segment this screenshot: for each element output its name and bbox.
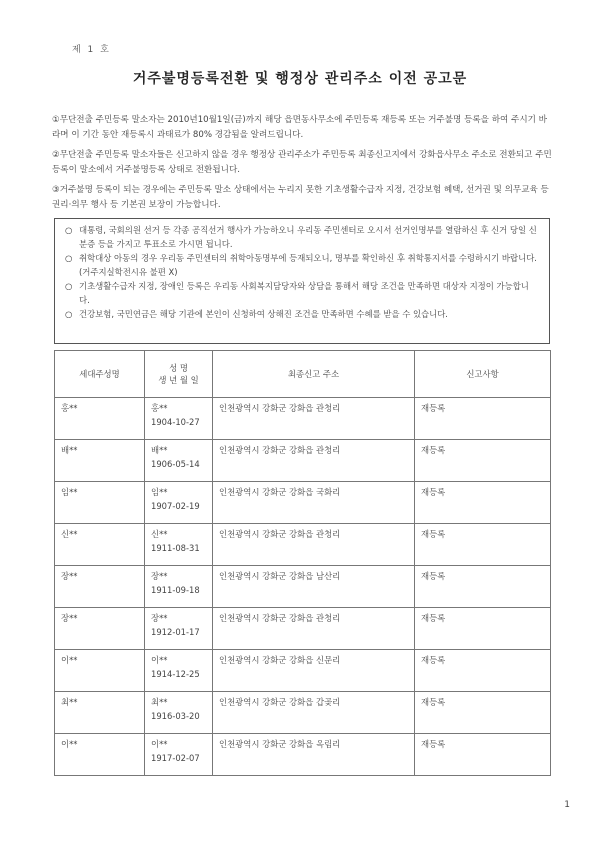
cell-householder: 임**	[55, 482, 145, 524]
table-row	[55, 482, 551, 524]
cell-name: 이**	[151, 739, 168, 749]
cell-householder: 홍**	[55, 398, 145, 440]
document-number: 제 1 호	[72, 45, 111, 55]
table-row	[55, 692, 551, 734]
cell-dob: 1912-01-17	[151, 627, 200, 637]
cell-name-dob	[145, 608, 213, 650]
note-text: 건강보험, 국민연금은 해당 기관에 본인이 신청하여 상해진 조건을 만족하면 수혜를 받을 수 있습니다.	[79, 309, 448, 319]
cell-address: 인천광역시 강화군 강화읍 관청리	[213, 440, 415, 482]
note-item	[65, 252, 539, 279]
cell-address: 인천광역시 강화군 강화읍 남산리	[213, 566, 415, 608]
table-row	[55, 608, 551, 650]
header-householder: 세대주성명	[55, 351, 145, 398]
paragraph-2: ②무단전출 주민등록 말소자들은 신고하지 않을 경우 행정상 관리주소가 주민등록 최종신고지에서 강화읍사무소 주소로 전환되고 주민등록이 말소에서 거주불명등록 상태로 전환됩니다.	[52, 150, 552, 175]
cell-dob: 1911-08-31	[151, 543, 200, 553]
cell-address: 인천광역시 강화군 강화읍 국화리	[213, 482, 415, 524]
cell-name: 최**	[151, 697, 168, 707]
cell-status: 재등록	[415, 524, 551, 566]
cell-name-dob	[145, 650, 213, 692]
cell-name: 배**	[151, 445, 168, 455]
cell-address: 인천광역시 강화군 강화읍 관청리	[213, 608, 415, 650]
circle-bullet-icon: ○	[65, 281, 73, 291]
cell-status: 재등록	[415, 692, 551, 734]
table-row	[55, 440, 551, 482]
header-name: 성 명	[169, 363, 188, 373]
header-name-dob	[145, 351, 213, 398]
cell-householder: 장**	[55, 608, 145, 650]
note-text: 취학대상 아동의 경우 우리동 주민센터의 취학아동명부에 등재되오니, 명부를 확인하신 후 취학통지서를 수령하시기 바랍니다.(거주지실학전시유 불편 X)	[79, 253, 537, 277]
cell-address: 인천광역시 강화군 강화읍 갑곶리	[213, 692, 415, 734]
cell-householder: 이**	[55, 734, 145, 776]
cell-dob: 1906-05-14	[151, 459, 200, 469]
cell-name: 임**	[151, 487, 168, 497]
cell-name: 장**	[151, 571, 168, 581]
cell-householder: 이**	[55, 650, 145, 692]
cell-address: 인천광역시 강화군 강화읍 관청리	[213, 524, 415, 566]
page-title: 거주불명등록전환 및 행정상 관리주소 이전 공고문	[132, 71, 468, 87]
cell-status: 재등록	[415, 398, 551, 440]
cell-status: 재등록	[415, 482, 551, 524]
note-item	[65, 308, 539, 322]
note-text: 대통령, 국회의원 선거 등 각종 공직선거 행사가 가능하오니 우리동 주민센터로 오시서 선거인명부를 열람하신 후 신거 당일 신분증 등을 가지고 투표소로 가시면 됩니다.	[79, 225, 537, 249]
table-row	[55, 650, 551, 692]
cell-name: 홍**	[151, 403, 168, 413]
cell-status: 재등록	[415, 440, 551, 482]
cell-name: 신**	[151, 529, 168, 539]
cell-name-dob	[145, 398, 213, 440]
cell-dob: 1904-10-27	[151, 417, 200, 427]
cell-address: 인천광역시 강화군 강화읍 옥림리	[213, 734, 415, 776]
cell-dob: 1914-12-25	[151, 669, 200, 679]
table-row	[55, 734, 551, 776]
circle-bullet-icon: ○	[65, 253, 73, 263]
table-header-row	[55, 351, 551, 398]
header-address: 최종신고 주소	[213, 351, 415, 398]
cell-name-dob	[145, 524, 213, 566]
cell-status: 재등록	[415, 734, 551, 776]
cell-name: 장**	[151, 613, 168, 623]
cell-householder: 신**	[55, 524, 145, 566]
cell-dob: 1916-03-20	[151, 711, 200, 721]
cell-address: 인천광역시 강화군 강화읍 관청리	[213, 398, 415, 440]
cell-address: 인천광역시 강화군 강화읍 신문리	[213, 650, 415, 692]
notice-paragraphs	[52, 113, 552, 218]
cell-status: 재등록	[415, 608, 551, 650]
cell-householder: 장**	[55, 566, 145, 608]
cell-householder: 배**	[55, 440, 145, 482]
paragraph-3: ③거주불명 등록이 되는 경우에는 주민등록 말소 상태에서는 누리지 못한 기초생활수급자 지정, 건강보험 혜택, 선거권 및 의무교육 등 권리·의무 행사 등 기본권 보장이 가능합니다.	[52, 185, 549, 210]
note-item	[65, 224, 539, 251]
cell-dob: 1907-02-19	[151, 501, 200, 511]
cell-name-dob	[145, 566, 213, 608]
circle-bullet-icon: ○	[65, 225, 73, 235]
note-text: 기초생활수급자 지정, 장애인 등록은 우리동 사회복지담당자와 상담을 통해서 해당 조건을 만족하면 대상자 지정이 가능합니다.	[79, 281, 529, 305]
paragraph-1: ①무단전출 주민등록 말소자는 2010년10월1일(금)까지 해당 읍면동사무소에 주민등록 재등록 또는 거주불명 등록을 하여 주시기 바라며 이 기간 동안 재등록시 과태료가 80% 경감됨을 알려드립니다.	[52, 115, 547, 140]
table-row	[55, 524, 551, 566]
page-number: 1	[564, 800, 570, 810]
circle-bullet-icon: ○	[65, 309, 73, 319]
registry-table	[54, 350, 551, 776]
cell-name-dob	[145, 440, 213, 482]
cell-name: 이**	[151, 655, 168, 665]
table-row	[55, 398, 551, 440]
header-status: 신고사항	[415, 351, 551, 398]
cell-householder: 최**	[55, 692, 145, 734]
cell-name-dob	[145, 692, 213, 734]
cell-name-dob	[145, 482, 213, 524]
cell-dob: 1911-09-18	[151, 585, 200, 595]
cell-name-dob	[145, 734, 213, 776]
notes-box	[54, 218, 550, 344]
cell-dob: 1917-02-07	[151, 753, 200, 763]
cell-status: 재등록	[415, 566, 551, 608]
header-dob: 생 년 월 일	[158, 375, 199, 385]
note-item	[65, 280, 539, 307]
table-row	[55, 566, 551, 608]
cell-status: 재등록	[415, 650, 551, 692]
